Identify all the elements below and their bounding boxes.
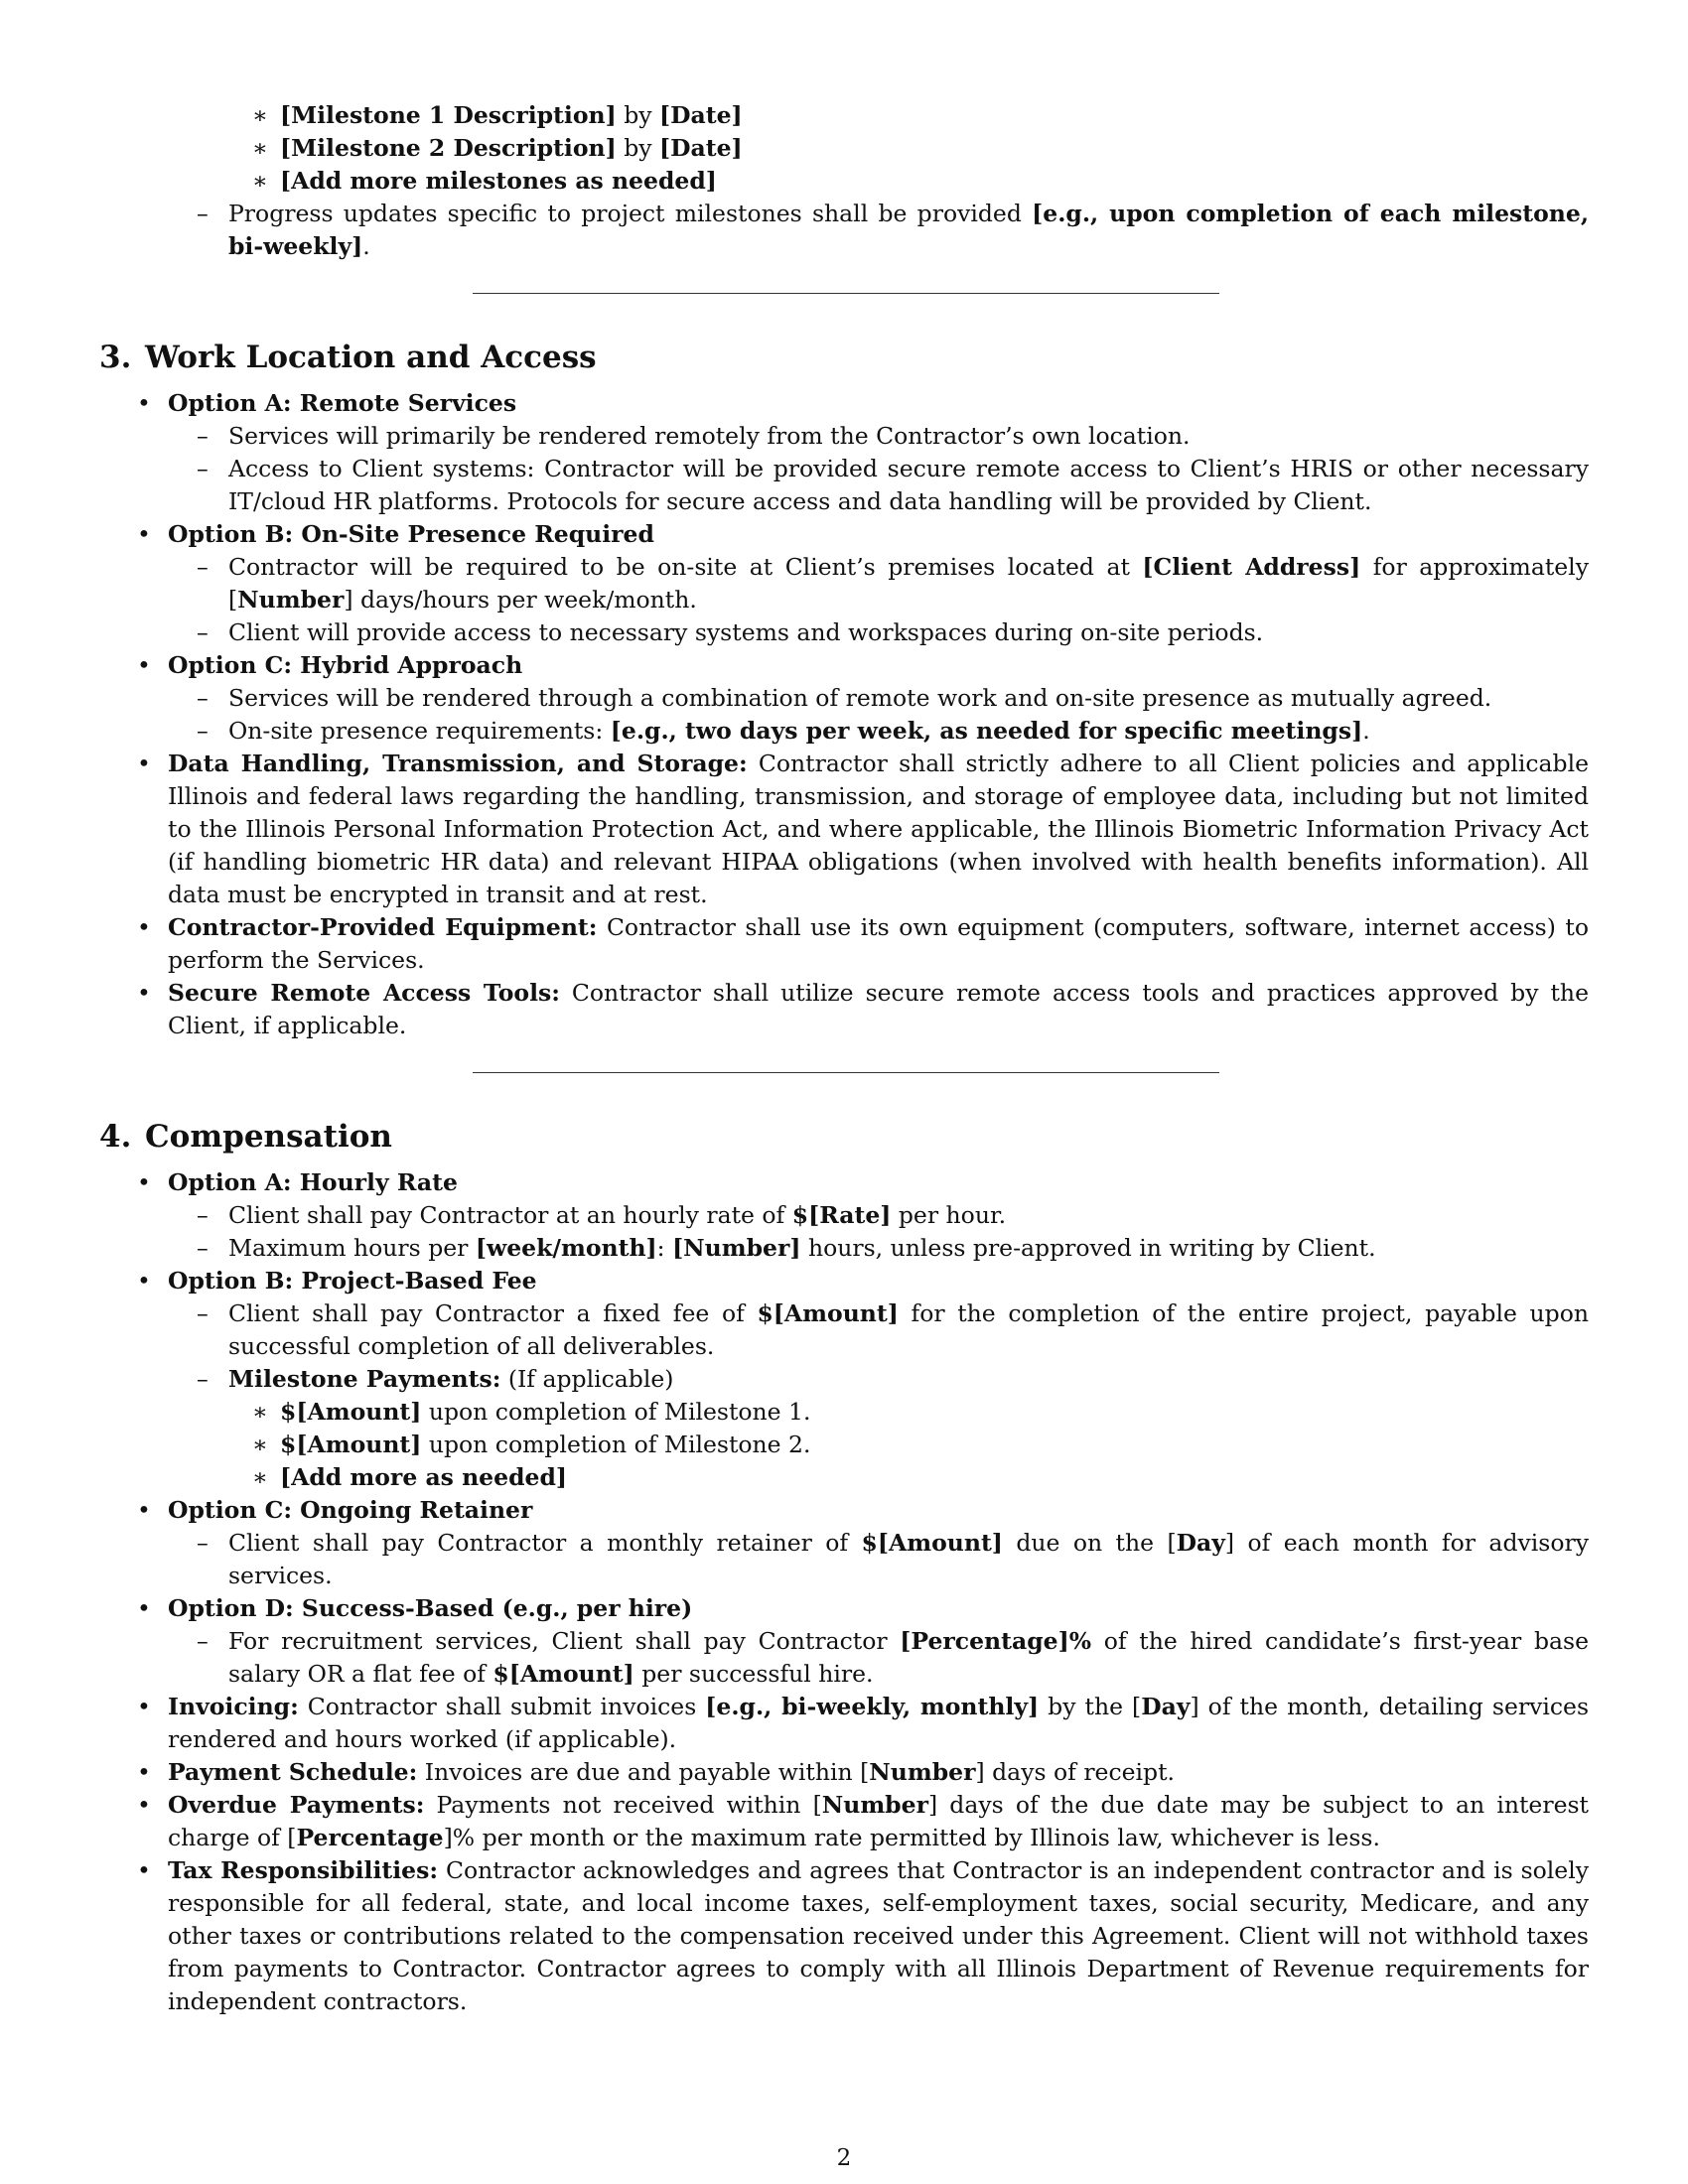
list-item: – Maximum hours per [week/month]: [Number] hours, unless pre-approved in writing by Client. bbox=[197, 1234, 1376, 1262]
list-item: – For recruitment services, Client shall pay Contractor [Percentage]% of the hired candidate’s first-year base salary OR a flat fee of $[Amount] per successful hire. bbox=[197, 1627, 1589, 1688]
list-item: • Option A: Remote Services bbox=[137, 389, 517, 417]
section4-list bbox=[99, 1166, 1589, 2018]
list-item: • Option D: Success-Based (e.g., per hire) bbox=[137, 1594, 693, 1622]
section3-list bbox=[99, 387, 1589, 1042]
list-item: ∗ [Add more milestones as needed] bbox=[252, 167, 717, 195]
list-item: – Progress updates specific to project milestones shall be provided [e.g., upon completion of each milestone, bi-weekly]. bbox=[197, 200, 1589, 260]
list-item: • Overdue Payments: Payments not received within [Number] days of the due date may be subject to an interest charge of [Percentage]% per month or the maximum rate permitted by Illinois law, whichever is less. bbox=[137, 1791, 1589, 1851]
milestone-list bbox=[99, 99, 1589, 263]
list-item: • Option B: Project-Based Fee bbox=[137, 1267, 537, 1295]
list-item: – On-site presence requirements: [e.g., two days per week, as needed for specific meetings]. bbox=[197, 717, 1370, 745]
list-item: – Client shall pay Contractor at an hourly rate of $[Rate] per hour. bbox=[197, 1201, 1007, 1229]
list-item: – Client shall pay Contractor a monthly retainer of $[Amount] due on the [Day] of each month for advisory services. bbox=[197, 1529, 1589, 1589]
list-item: ∗ [Add more as needed] bbox=[252, 1463, 568, 1491]
list-item: • Secure Remote Access Tools: Contractor shall utilize secure remote access tools and practices approved by the Client, if applicable. bbox=[137, 979, 1589, 1039]
list-item: – Milestone Payments: (If applicable) bbox=[197, 1365, 674, 1393]
section-heading: 4. Compensation bbox=[99, 1119, 392, 1155]
list-item: • Data Handling, Transmission, and Storage: Contractor shall strictly adhere to all Client policies and applicable Illinois and federal laws regarding the handling, transmission, and storage of employee data, including but not limited to the Illinois Personal Information Protection Act, and where applicable, the Illinois Biometric Information Privacy Act (if handling biometric HR data) and relevant HIPAA obligations (when involved with health benefits information). All data must be encrypted in transit and at rest. bbox=[137, 750, 1589, 908]
list-item: ∗ $[Amount] upon completion of Milestone 1. bbox=[252, 1398, 811, 1426]
list-item: ∗ [Milestone 1 Description] by [Date] bbox=[252, 101, 743, 129]
list-item: ∗ $[Amount] upon completion of Milestone 2. bbox=[252, 1431, 811, 1458]
list-item: – Access to Client systems: Contractor will be provided secure remote access to Client’s HRIS or other necessary IT/cloud HR platforms. Protocols for secure access and data handling will be provided by Client. bbox=[197, 455, 1589, 515]
list-item: • Option C: Ongoing Retainer bbox=[137, 1496, 533, 1524]
list-item: • Payment Schedule: Invoices are due and payable within [Number] days of receipt. bbox=[137, 1758, 1175, 1786]
list-item: • Option C: Hybrid Approach bbox=[137, 651, 523, 679]
list-item: – Client shall pay Contractor a fixed fee of $[Amount] for the completion of the entire project, payable upon successful completion of all deliverables. bbox=[197, 1299, 1589, 1360]
list-item: • Option A: Hourly Rate bbox=[137, 1168, 458, 1196]
list-item: • Tax Responsibilities: Contractor acknowledges and agrees that Contractor is an independent contractor and is solely responsible for all federal, state, and local income taxes, self-employment taxes, social security, Medicare, and any other taxes or contributions related to the compensation received under this Agreement. Client will not withhold taxes from payments to Contractor. Contractor agrees to comply with all Illinois Department of Revenue requirements for independent contractors. bbox=[137, 1856, 1589, 2015]
list-item: • Contractor-Provided Equipment: Contractor shall use its own equipment (computers, software, internet access) to perform the Services. bbox=[137, 913, 1589, 974]
list-item: – Services will be rendered through a combination of remote work and on-site presence as mutually agreed. bbox=[197, 684, 1492, 712]
list-item: • Option B: On-Site Presence Required bbox=[137, 520, 654, 548]
list-item: – Contractor will be required to be on-site at Client’s premises located at [Client Address] for approximately [Number] days/hours per week/month. bbox=[197, 553, 1589, 614]
list-item: ∗ [Milestone 2 Description] by [Date] bbox=[252, 134, 743, 162]
list-item: – Services will primarily be rendered remotely from the Contractor’s own location. bbox=[197, 422, 1191, 450]
list-item: • Invoicing: Contractor shall submit invoices [e.g., bi-weekly, monthly] by the [Day] of the month, detailing services rendered and hours worked (if applicable). bbox=[137, 1693, 1590, 1753]
list-item: – Client will provide access to necessary systems and workspaces during on-site periods. bbox=[197, 618, 1264, 646]
section-heading: 3. Work Location and Access bbox=[99, 340, 597, 375]
page-content bbox=[99, 99, 1589, 2018]
page-number: 2 bbox=[836, 2145, 852, 2171]
